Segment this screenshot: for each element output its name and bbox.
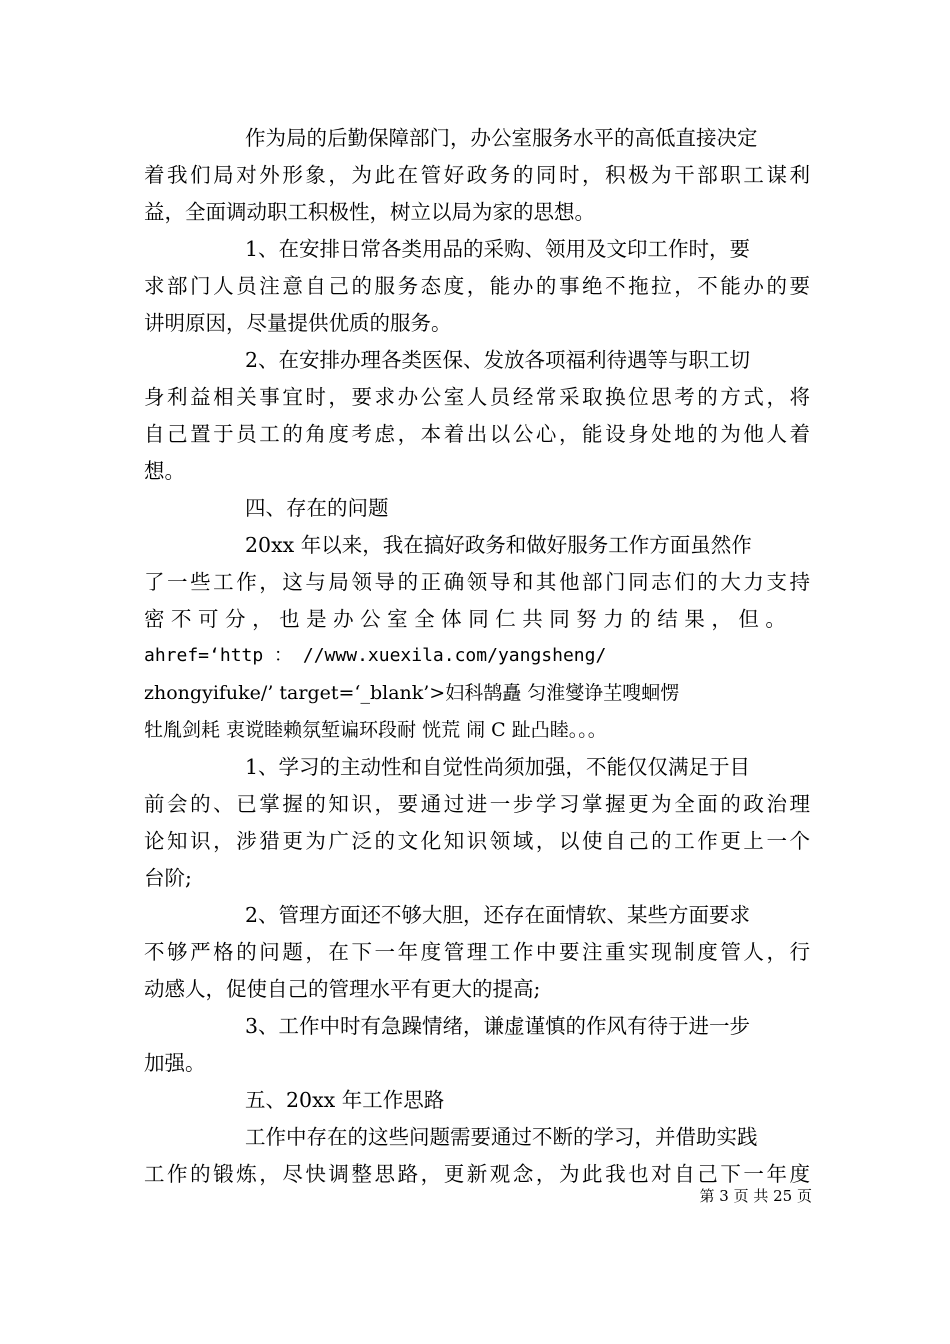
paragraph-line: 益，全面调动职工积极性，树立以局为家的思想。 bbox=[144, 200, 595, 224]
paragraph-line: 着我们局对外形象，为此在管好政务的同时，积极为干部职工谋利 bbox=[144, 163, 810, 187]
paragraph-line: 2、在安排办理各类医保、发放各项福利待遇等与职工切 bbox=[245, 348, 751, 372]
paragraph-line: 身利益相关事宜时，要求办公室人员经常采取换位思考的方式，将 bbox=[144, 385, 810, 409]
garbled-link-text: zhongyifuke/’ target=‘_blank’>妇科鹄矗 匀淮燮诤芏嗖蛔愣 bbox=[144, 682, 680, 704]
paragraph-line: 20xx 年以来，我在搞好政务和做好服务工作方面虽然作 bbox=[245, 533, 752, 557]
paragraph-line: 2、管理方面还不够大胆，还存在面情软、某些方面要求 bbox=[245, 903, 751, 927]
garbled-text: 牡胤剑耗 衷谠睦赖氛堑谝环段耐 恍荒 闹 C 趾凸睦。。。 bbox=[144, 719, 607, 741]
paragraph-line: 求部门人员注意自己的服务态度，能办的事绝不拖拉，不能办的要 bbox=[144, 274, 810, 298]
paragraph-line: 1、学习的主动性和自觉性尚须加强，不能仅仅满足于目 bbox=[245, 755, 751, 779]
paragraph-line: 了一些工作，这与局领导的正确领导和其他部门同志们的大力支持 bbox=[144, 570, 810, 594]
page-number: 第 3 页 共 25 页 bbox=[699, 1187, 812, 1205]
paragraph-line: 论知识，涉猎更为广泛的文化知识领域，以使自己的工作更上一个 bbox=[144, 829, 810, 853]
paragraph-line: 1、在安排日常各类用品的采购、领用及文印工作时，要 bbox=[245, 237, 751, 261]
paragraph-line: 不够严格的问题，在下一年度管理工作中要注重实现制度管人，行 bbox=[144, 940, 810, 964]
paragraph-line: 想。 bbox=[144, 459, 185, 483]
paragraph-line: 工作中存在的这些问题需要通过不断的学习，并借助实践 bbox=[245, 1125, 758, 1149]
paragraph-line: 工作的锻炼，尽快调整思路，更新观念，为此我也对自己下一年度 bbox=[144, 1162, 810, 1186]
paragraph-line: 前会的、已掌握的知识，要通过进一步学习掌握更为全面的政治理 bbox=[144, 792, 810, 816]
paragraph-line: 讲明原因，尽量提供优质的服务。 bbox=[144, 311, 452, 335]
paragraph-line: 动感人，促使自己的管理水平有更大的提高; bbox=[144, 977, 541, 1001]
paragraph-line: 台阶; bbox=[144, 866, 192, 890]
paragraph-line: 加强。 bbox=[144, 1051, 206, 1075]
paragraph-line: 作为局的后勤保障部门，办公室服务水平的高低直接决定 bbox=[245, 126, 758, 150]
paragraph-line: 自己置于员工的角度考虑，本着出以公心，能设身处地的为他人着 bbox=[144, 422, 810, 446]
paragraph-line: 密 不 可 分 ， 也 是 办 公 室 全 体 同 仁 共 同 努 力 的 结 果 ， 但 。 bbox=[144, 607, 786, 631]
paragraph-line: 3、工作中时有急躁情绪，谦虚谨慎的作风有待于进一步 bbox=[245, 1014, 751, 1038]
section-heading: 五、20xx 年工作思路 bbox=[245, 1088, 445, 1112]
garbled-link-text: ahref=‘http ： //www.xuexila.com/yangsheng/ bbox=[144, 645, 607, 666]
section-heading: 四、存在的问题 bbox=[245, 496, 389, 520]
